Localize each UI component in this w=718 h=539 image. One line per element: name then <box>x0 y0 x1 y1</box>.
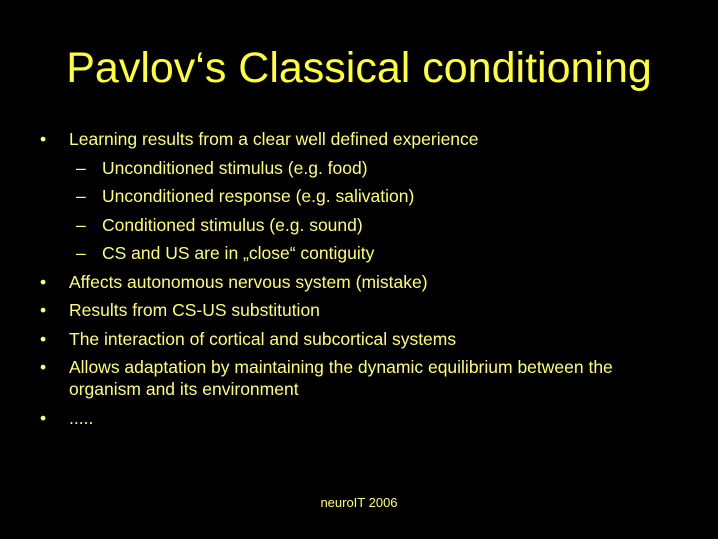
sub-bullet-text: Unconditioned response (e.g. salivation) <box>102 186 415 206</box>
bullet-item <box>0 128 718 150</box>
dash-marker: – <box>76 186 86 206</box>
bullet-marker: • <box>40 300 47 320</box>
sub-bullet-text: CS and US are in „close“ contiguity <box>102 243 375 263</box>
sub-bullet-item <box>0 242 718 264</box>
dash-marker: – <box>76 214 86 235</box>
bullet-marker: • <box>40 328 47 349</box>
bullet-marker: • <box>40 129 47 149</box>
bullet-marker: • <box>40 357 47 377</box>
bullet-text: Learning results from a clear well defined experience <box>69 129 479 149</box>
bullet-text: Affects autonomous nervous system (mistake) <box>69 271 428 292</box>
bullet-item <box>0 299 718 321</box>
slide-title: Pavlov‘s Classical conditioning <box>66 44 652 92</box>
bullet-item <box>0 328 718 350</box>
dash-marker: – <box>76 157 86 178</box>
bullet-text: Allows adaptation by maintaining the dynamic equilibrium between the organism and its environment <box>69 357 613 399</box>
bullet-text: Results from CS-US substitution <box>69 300 320 320</box>
sub-bullet-item <box>0 185 718 207</box>
sub-bullet-item <box>0 157 718 179</box>
bullet-text: The interaction of cortical and subcortical systems <box>69 328 457 349</box>
bullet-marker: • <box>40 407 47 428</box>
bullet-text: ..... <box>69 407 94 428</box>
bullet-item <box>0 356 718 400</box>
dash-marker: – <box>76 243 86 263</box>
sub-bullet-text: Unconditioned stimulus (e.g. food) <box>102 157 368 178</box>
bullet-item <box>0 271 718 293</box>
bullet-item <box>0 407 718 429</box>
slide-footer: neuroIT 2006 <box>320 495 398 510</box>
sub-bullet-text: Conditioned stimulus (e.g. sound) <box>102 214 363 235</box>
sub-bullet-item <box>0 214 718 236</box>
bullet-marker: • <box>40 271 47 292</box>
bullet-list <box>0 128 718 435</box>
